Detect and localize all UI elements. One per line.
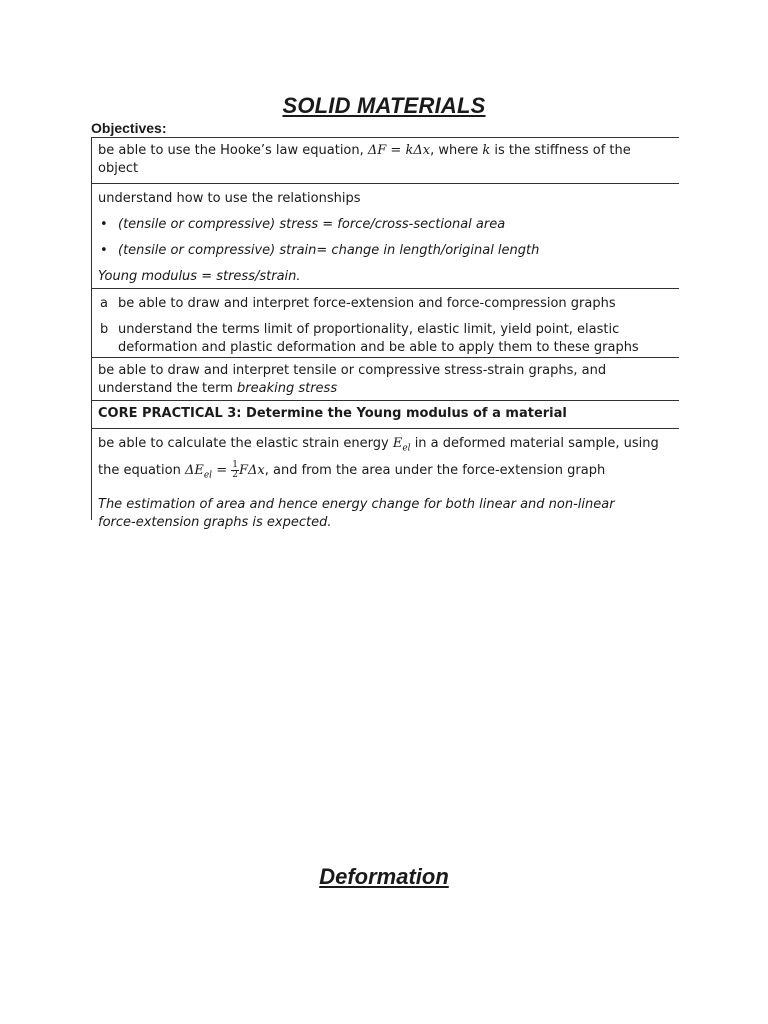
energy-symbol: E bbox=[392, 436, 403, 451]
bullet-strain bbox=[98, 242, 673, 260]
hookes-law-line bbox=[98, 142, 673, 160]
strain-definition: (tensile or compressive) strain= change in length/original length bbox=[118, 243, 540, 258]
energy-equation-lhs: ΔE bbox=[184, 462, 204, 478]
objective-row-hookes-law bbox=[92, 137, 679, 183]
hookes-law-text-mid: , where bbox=[430, 143, 483, 158]
hookes-law-text-end: is the stiffness of the bbox=[490, 143, 631, 158]
stress-strain-text: understand the term bbox=[98, 381, 238, 396]
page-title: SOLID MATERIALS bbox=[282, 93, 486, 118]
item-b-letter: b bbox=[100, 322, 109, 337]
energy-equation-subscript: el bbox=[203, 470, 213, 481]
hookes-law-line-2: object bbox=[98, 161, 139, 176]
bullet-stress bbox=[98, 216, 673, 234]
strain-energy-line-1 bbox=[98, 435, 673, 458]
equation-text-end: , and from the area under the force-extension graph bbox=[264, 462, 606, 478]
estimation-note-1: The estimation of area and hence energy change for both linear and non-linear bbox=[98, 497, 615, 513]
objectives-label: Objectives: bbox=[91, 120, 167, 136]
fraction-denominator: 2 bbox=[232, 469, 238, 480]
item-b-continued bbox=[98, 339, 673, 357]
item-a-letter: a bbox=[100, 296, 108, 311]
breaking-stress-term: breaking stress bbox=[237, 381, 338, 396]
item-a bbox=[98, 295, 673, 313]
equals-sign: = bbox=[212, 462, 232, 478]
stress-strain-line-1: be able to draw and interpret tensile or compressive stress-strain graphs, and bbox=[98, 363, 607, 378]
relationships-intro: understand how to use the relationships bbox=[98, 191, 361, 206]
stiffness-symbol: k bbox=[482, 143, 491, 158]
energy-equation-rhs: FΔx bbox=[238, 462, 265, 478]
objectives-table bbox=[91, 137, 679, 531]
objective-row-core-practical bbox=[92, 400, 679, 428]
objective-row-relationships bbox=[92, 183, 679, 288]
core-practical-label: CORE PRACTICAL 3: Determine the Young modulus of a material bbox=[98, 406, 567, 421]
strain-energy-text-end: in a deformed material sample, using bbox=[410, 436, 659, 451]
stress-definition: (tensile or compressive) stress = force/cross-sectional area bbox=[118, 217, 506, 232]
bullet-icon: • bbox=[100, 243, 108, 258]
one-half-fraction bbox=[231, 461, 239, 480]
strain-energy-line-2 bbox=[98, 461, 673, 485]
equation-intro: the equation bbox=[98, 462, 185, 478]
item-b-text-2: deformation and plastic deformation and be able to apply them to these graphs bbox=[118, 340, 639, 355]
item-a-text: be able to draw and interpret force-extension and force-compression graphs bbox=[118, 296, 616, 311]
energy-subscript: el bbox=[402, 443, 411, 454]
objective-row-strain-energy bbox=[92, 428, 679, 531]
item-b-text-1: understand the terms limit of proportionality, elastic limit, yield point, elastic bbox=[118, 322, 620, 337]
bullet-icon: • bbox=[100, 217, 108, 232]
stress-strain-line-2 bbox=[98, 380, 673, 398]
hookes-law-equation: ΔF = kΔx bbox=[367, 143, 431, 158]
objective-row-stress-strain bbox=[92, 357, 679, 400]
estimation-note-2: force-extension graphs is expected. bbox=[98, 515, 332, 531]
young-modulus-definition: Young modulus = stress/strain. bbox=[98, 269, 301, 284]
fraction-numerator: 1 bbox=[232, 459, 238, 470]
hookes-law-text: be able to use the Hooke’s law equation, bbox=[98, 143, 368, 158]
strain-energy-text: be able to calculate the elastic strain energy bbox=[98, 436, 393, 451]
item-b bbox=[98, 321, 673, 339]
objective-row-graphs bbox=[92, 288, 679, 357]
section-heading-deformation: Deformation bbox=[319, 864, 449, 889]
